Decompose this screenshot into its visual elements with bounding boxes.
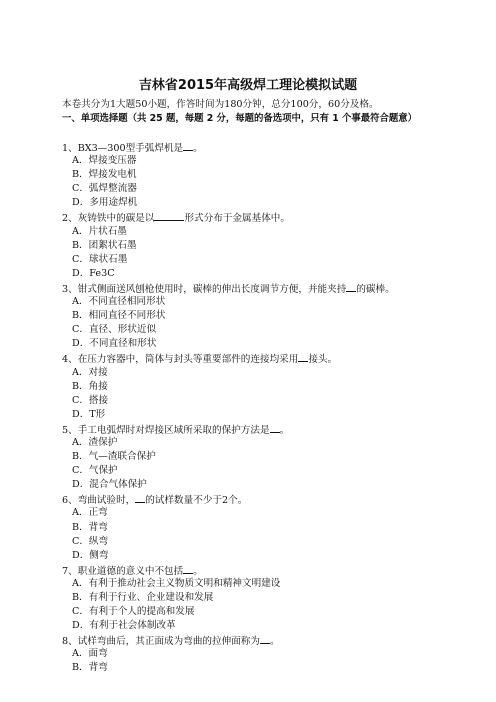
answer-blank [135, 492, 145, 503]
answer-option: B．角接 [72, 380, 108, 392]
question-text: 5、手工电弧焊时对焊接区域所采取的保护方法是 [62, 424, 270, 436]
answer-option: D．有利于社会体制改革 [72, 620, 176, 632]
answer-option: D．Fe3C [72, 267, 115, 279]
answer-option: A．有利于推动社会主义物质文明和精神文明建设 [72, 577, 281, 589]
question-text-tail: 接头。 [308, 354, 338, 366]
answer-option: D．不同直径和形状 [72, 338, 157, 350]
answer-blank [346, 281, 356, 292]
answer-option: C．有利于个人的提高和发展 [72, 606, 195, 618]
question-stem [62, 210, 442, 224]
question-stem [62, 422, 442, 436]
question-stem [62, 351, 442, 365]
answer-option: C．纵弯 [72, 535, 109, 547]
question-text-tail: 。 [279, 424, 290, 436]
question-text-tail: 的试样数量不少于2个。 [145, 495, 248, 507]
answer-option: D．混合气体保护 [72, 479, 147, 491]
section-heading: 一、单项选择题（共 25 题，每题 2 分，每题的备选项中，只有 1 个事最符合题意） [62, 113, 418, 124]
question-text-tail: 的碳棒。 [356, 283, 395, 295]
question-text: 3、钳式侧面送风刨枪使用时，碳棒的伸出长度调节方便，并能夹持 [62, 283, 347, 295]
answer-option: C．弧焊整流器 [72, 183, 137, 195]
answer-option: C．搭接 [72, 394, 109, 406]
answer-option: A．片状石墨 [72, 225, 127, 237]
question-stem [62, 492, 442, 506]
question-text: 8、试样弯曲后，其正面成为弯曲的拉伸面称为 [62, 636, 260, 648]
answer-option: A．对接 [72, 366, 108, 378]
answer-option: D．多用途焊机 [72, 197, 138, 209]
question-text: 6、弯曲试验时， [62, 495, 136, 507]
answer-blank [154, 210, 184, 221]
question-stem [62, 140, 442, 154]
answer-blank [183, 140, 193, 151]
question-text: 7、职业道德的意义中不包括 [62, 565, 184, 577]
question-list [62, 140, 442, 676]
question-text: 1、BX3—300型手弧焊机是 [62, 143, 184, 154]
answer-blank [183, 563, 193, 574]
answer-blank [260, 633, 270, 644]
answer-option: C．直径、形状近似 [72, 324, 157, 336]
answer-option: A．面弯 [72, 648, 108, 660]
answer-option: B．焊接发电机 [72, 169, 137, 181]
answer-option: A．渣保护 [72, 436, 118, 448]
answer-option: D．侧弯 [72, 549, 109, 561]
answer-option: D．T形 [72, 408, 106, 420]
question-stem [62, 281, 442, 295]
answer-option: B．相同直径不同形状 [72, 310, 166, 322]
answer-option: A．不同直径相同形状 [72, 296, 166, 308]
document-title: 吉林省2015年高级焊工理论模拟试题 [138, 78, 358, 93]
answer-option: A．焊接变压器 [72, 155, 137, 167]
answer-option: A．正弯 [72, 507, 108, 519]
answer-option: B．背弯 [72, 662, 108, 674]
question-text-tail: 。 [269, 636, 280, 648]
answer-option: B．气—渣联合保护 [72, 451, 156, 463]
question-text: 4、在压力容器中，筒体与封头等重要部件的连接均采用 [62, 354, 299, 366]
question-text-tail: 形式分布于金属基体中。 [184, 213, 290, 225]
answer-option: C．气保护 [72, 465, 118, 477]
answer-blank [298, 351, 308, 362]
answer-blank [270, 422, 280, 433]
answer-option: B．团絮状石墨 [72, 239, 137, 251]
answer-option: B．背弯 [72, 521, 108, 533]
answer-option: B．有利于行业、企业建设和发展 [72, 592, 214, 603]
question-stem [62, 563, 442, 577]
question-text-tail: 。 [193, 565, 203, 577]
exam-intro: 本卷共分为1大题50小题，作答时间为180分钟，总分100分，60分及格。 [62, 99, 379, 110]
answer-option: C．球状石墨 [72, 253, 128, 265]
question-text-tail: 。 [193, 143, 203, 154]
question-stem [62, 633, 442, 647]
question-text: 2、灰铸铁中的碳是以 [62, 213, 155, 225]
